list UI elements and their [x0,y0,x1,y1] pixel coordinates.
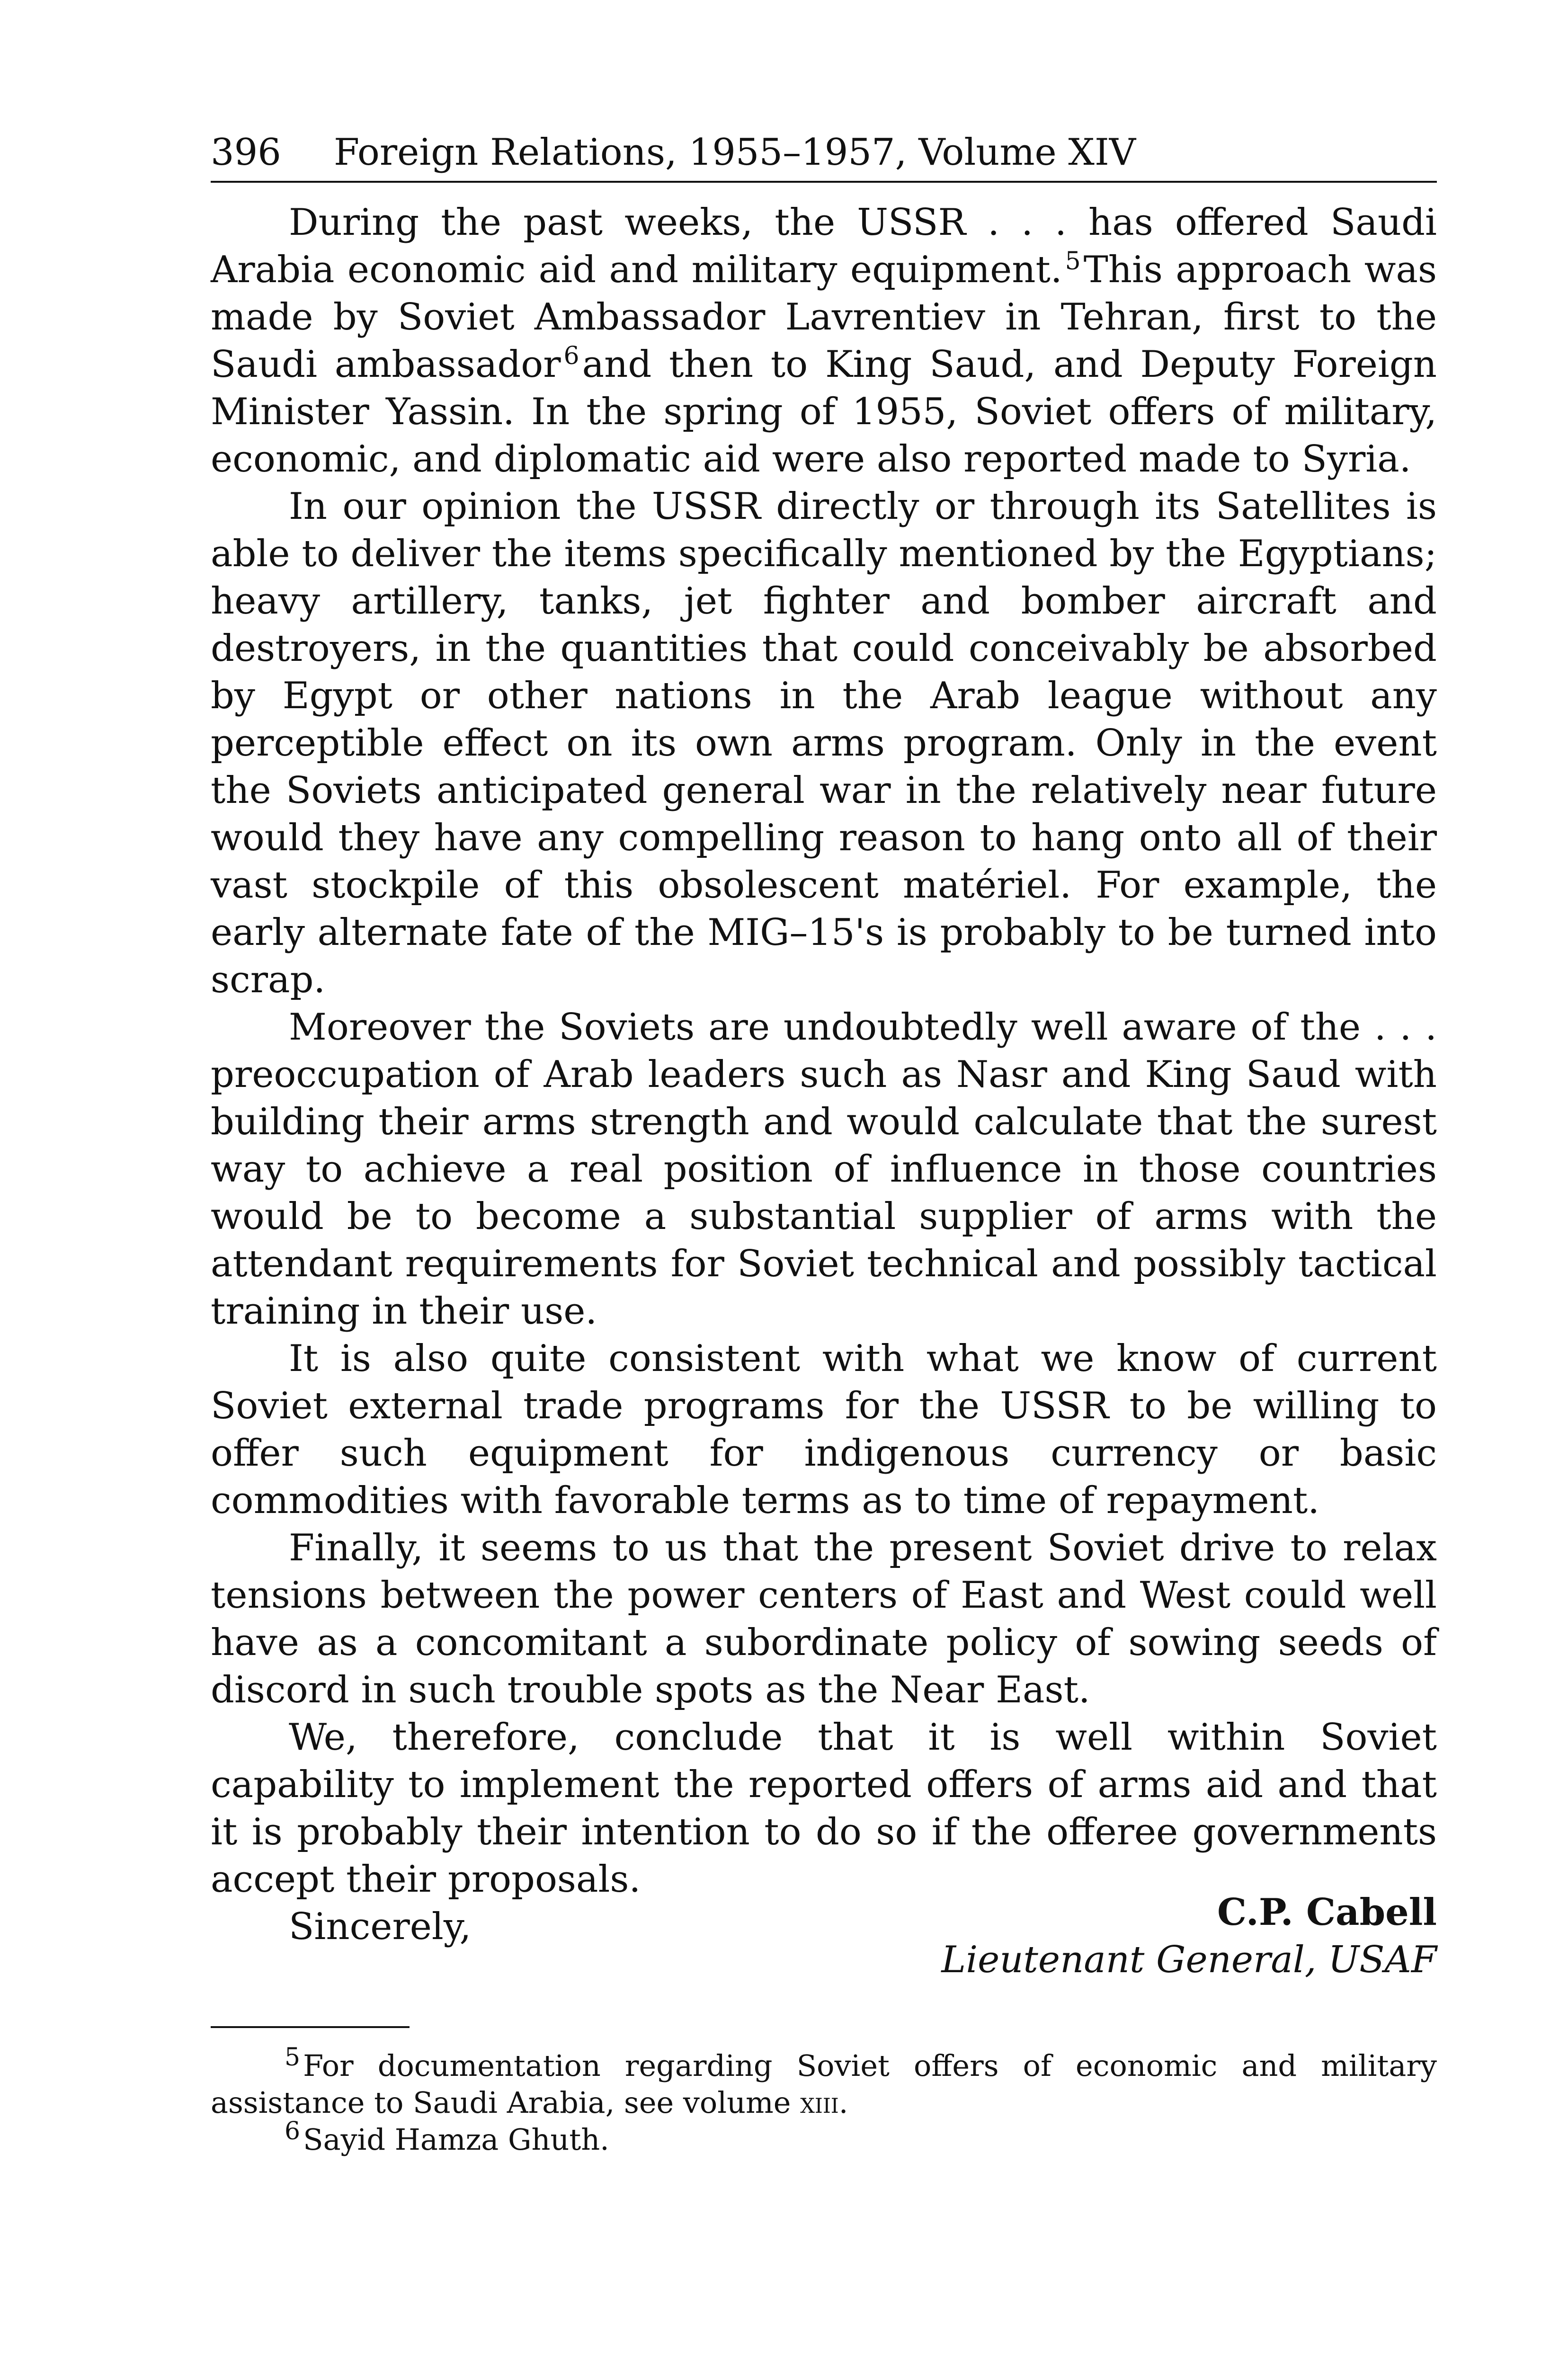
signatory-title: Lieutenant General, USAF [941,1939,1437,1981]
footnote-5 [211,2043,1437,2121]
footnote-5-volume: xiii [800,2085,839,2120]
footnote-5-text: For documentation regarding Soviet offers of economic and military assistance to Saudi Arabia, see volume [211,2048,1437,2120]
paragraph-6: We, therefore, conclude that it is well within Soviet capability to implement the reported offers of arms aid and that it is probably their intention to do so if the offeree governments accept their proposals. [211,1716,1437,1901]
footnote-6-mark: 6 [285,2117,301,2146]
closing: Sincerely, [289,1905,472,1948]
paragraph-2: In our opinion the USSR directly or through its Satellites is able to deliver the items specifically mentioned by the Egyptians; heavy artillery, tanks, jet fighter and bomber aircraft and destroyers, in the quantities that could conceivably be absorbed by Egypt or other nations in the Arab league without any perceptible effect on its own arms program. Only in the event the Soviets anticipated general war in the relatively near future would they have any compelling reason to hang onto all of their vast stockpile of this obsolescent matériel. For example, the early alternate fate of the MIG–15's is probably to be turned into scrap. [211,485,1437,1001]
paragraph-1 [211,199,1437,483]
footnote-6 [211,2117,1437,2158]
signatory-name: C.P. Cabell [1217,1891,1437,1934]
running-head [211,129,1437,183]
paragraph-1-part-a: During the past weeks, the USSR . . . has offered Saudi Arabia economic aid and military equipment. [211,201,1437,291]
footnote-5-end: . [838,2085,848,2120]
paragraph-1-part-b: This approach was made by Soviet Ambassador Lavrentiev in Tehran, first to the Saudi ambassador [211,249,1437,386]
running-title: Foreign Relations, 1955–1957, Volume XIV [334,131,1136,174]
paragraph-5: Finally, it seems to us that the present Soviet drive to relax tensions between the power centers of East and West could well have as a concomitant a subordinate policy of sowing seeds of discord in such trouble spots as the Near East. [211,1527,1437,1711]
footnote-6-text: Sayid Hamza Ghuth. [303,2122,609,2157]
footnote-divider [211,2026,410,2028]
footnote-ref-6: 6 [563,342,579,370]
paragraph-1-part-c: and then to King Saud, and Deputy Foreign Minister Yassin. In the spring of 1955, Soviet offers of military, economic, and diplomatic aid were also reported made to Syria. [211,343,1437,481]
signature-block [941,1889,1437,1984]
footnote-5-mark: 5 [285,2043,301,2072]
footnote-ref-5: 5 [1065,247,1081,276]
footnotes [211,2043,1437,2158]
paragraph-4: It is also quite consistent with what we know of current Soviet external trade programs for the USSR to be willing to offer such equipment for indigenous currency or basic commodities with favorable terms as to time of repayment. [211,1337,1437,1522]
page-number: 396 [211,131,281,174]
letter-body [211,199,1437,1950]
paragraph-3: Moreover the Soviets are undoubtedly well aware of the . . . preoccupation of Arab leaders such as Nasr and King Saud with building their arms strength and would calculate that the surest way to achieve a real position of influence in those countries would be to become a substantial supplier of arms with the attendant requirements for Soviet technical and possibly tactical training in their use. [211,1006,1437,1333]
